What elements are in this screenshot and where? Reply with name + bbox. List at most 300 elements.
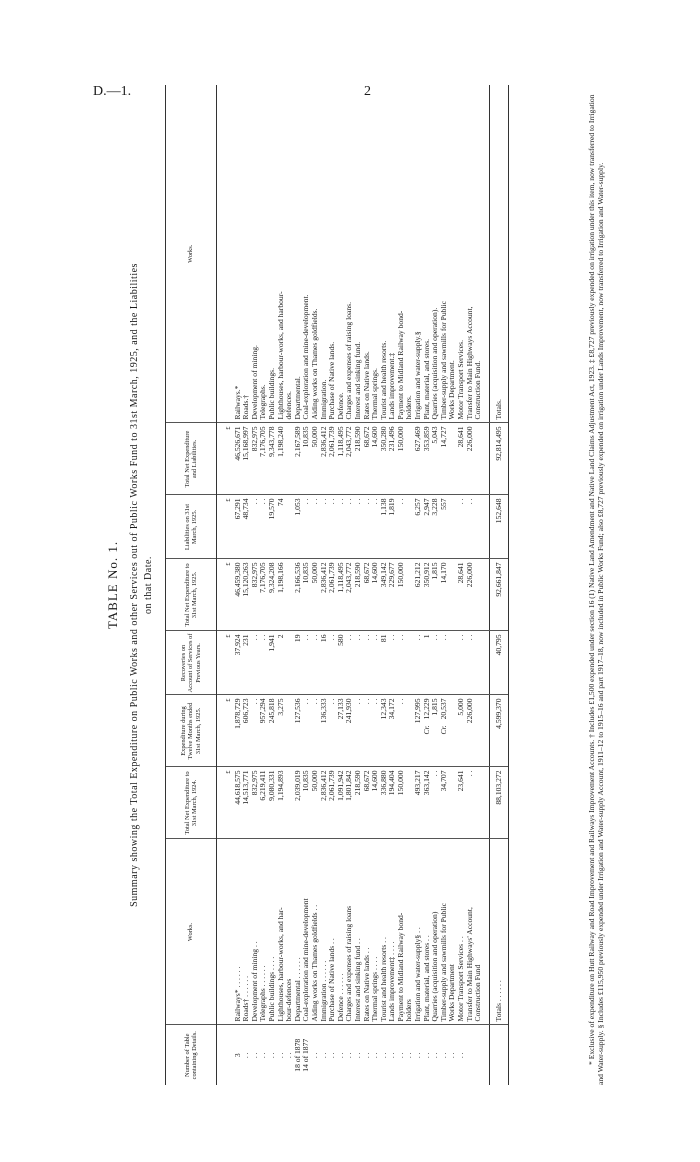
list-item-text: 1,801,842 — [344, 770, 354, 801]
list-item-text: 9,080,331 — [266, 770, 276, 801]
list-item-text: 10,835 — [301, 770, 311, 792]
list-item — [277, 563, 286, 628]
list-item-text: 136,333 — [318, 698, 328, 724]
list-item — [466, 771, 475, 836]
list-item-text: 2,043,772 — [344, 562, 354, 593]
list-item-text: 1 — [421, 634, 431, 639]
list-item-text: . . — [370, 498, 380, 505]
list-item-text — [473, 499, 482, 501]
list-item-text: . . — [275, 1052, 285, 1059]
works-right-cell — [217, 85, 490, 423]
list-item-text: 2,836,412 — [318, 562, 328, 593]
list-item-text: 2,947 — [421, 498, 431, 516]
list-item-text: . . — [335, 498, 345, 505]
list-item-text: 14,170 — [438, 562, 448, 584]
header-table-ref: Number of Table containing Details. — [166, 1025, 217, 1085]
list-item-text: Works Department. — [447, 360, 457, 420]
list-item — [397, 635, 406, 692]
list-item — [397, 699, 406, 764]
list-item-text: 74 — [275, 498, 285, 507]
works-left-cell — [217, 839, 490, 1025]
list-item-text: 226,000 — [464, 698, 474, 724]
list-item-text: 229,677 — [387, 562, 397, 588]
list-item — [474, 499, 483, 556]
list-item — [440, 427, 449, 492]
currency-symbol: £ — [225, 634, 232, 638]
list-item-text: 218,590 — [352, 562, 362, 588]
list-item — [251, 88, 260, 420]
list-item-text: 48,734 — [241, 498, 251, 520]
list-item-text: 7,176,705 — [258, 562, 268, 593]
list-item-text: 2,166,536 — [292, 562, 302, 593]
list-item-text: Construction Fund. — [473, 360, 483, 420]
list-item-text: 81 — [378, 634, 388, 643]
list-item-text: . . — [404, 1052, 414, 1059]
list-item-text: Quarries (acquisition and operation) — [430, 911, 440, 1022]
list-item — [474, 635, 483, 692]
list-item-text: Irrigation and water-supply.§ — [413, 331, 423, 420]
list-item-text — [473, 699, 482, 701]
list-item — [380, 635, 389, 692]
list-item-text: 12,229 — [421, 698, 431, 720]
list-item-text: 957,294 — [258, 698, 268, 724]
table-header-row — [166, 85, 217, 1085]
list-item-text: Charges and expenses of raising loans. — [344, 301, 354, 420]
list-item-text: 1,194,893 — [275, 770, 285, 801]
list-item — [371, 635, 380, 692]
list-item-text: Roads† . . . . . . — [241, 975, 251, 1022]
list-item-text: . . — [413, 1052, 423, 1059]
list-item — [440, 499, 449, 556]
list-item — [277, 88, 286, 420]
list-item-text: Transfer to Main Highways' Account, — [464, 907, 474, 1022]
list-item-text: Public buildings. — [266, 368, 276, 420]
list-item-text: . . — [327, 1052, 337, 1059]
list-item-text: 16 — [318, 634, 328, 643]
list-item-text: 1,819 — [387, 498, 397, 516]
list-item — [354, 635, 363, 692]
list-item-text: . . — [361, 698, 371, 705]
list-item-text: 194,404 — [387, 770, 397, 796]
expenditure-12-months-cell — [217, 695, 490, 767]
totals-1924: 88,103,272 — [489, 767, 509, 839]
list-item-text: . . — [361, 1052, 371, 1059]
totals-expenditure-12-months: 4,599,370 — [489, 695, 509, 767]
list-item-text: 28,641 — [456, 562, 466, 584]
list-item-text — [473, 771, 482, 773]
list-item — [242, 699, 251, 764]
expenditure-table — [165, 85, 509, 1085]
list-item-text: 46,526,671 — [232, 426, 242, 461]
totals-label: Totals . . . . . . — [489, 839, 509, 1025]
list-item-text: 231 — [241, 634, 251, 646]
list-item-text: . . — [258, 498, 268, 505]
list-item-text: . . — [370, 1052, 380, 1059]
list-item — [474, 427, 483, 492]
list-item-text: 127,536 — [292, 698, 302, 724]
list-item-text: . . — [395, 498, 405, 505]
totals-row — [489, 85, 509, 1085]
list-item — [277, 499, 286, 556]
list-item-text: Lighthouses, harbour-works, and har- — [275, 907, 285, 1022]
list-item-text: 14,600 — [370, 770, 380, 792]
list-item — [328, 88, 337, 420]
list-item-text — [473, 563, 482, 565]
list-item-text: 231,496 — [387, 426, 397, 452]
list-item-text: 245,818 — [266, 698, 276, 724]
list-item-text: . . — [284, 1052, 294, 1059]
list-item — [414, 635, 423, 692]
list-item-text: 6,219,411 — [258, 770, 268, 801]
totals-1925: 92,661,847 — [489, 559, 509, 631]
list-item-text: . . — [387, 634, 397, 641]
list-item-text: Lands improvement‡ . . . . — [387, 941, 397, 1022]
list-item-text: . . — [309, 634, 319, 641]
list-item-text: 2,061,739 — [327, 770, 337, 801]
list-item — [474, 843, 483, 1022]
header-recoveries: Recoveries on Account of Services of Previous Years. — [166, 631, 217, 695]
list-item — [466, 699, 475, 764]
list-item-text: 226,000 — [464, 426, 474, 452]
currency-symbol: £ — [225, 770, 232, 774]
list-item-text: 18 of 1878 — [292, 1038, 302, 1072]
table-title: TABLE No. 1. — [105, 540, 120, 630]
list-item-text: 580 — [335, 634, 345, 646]
list-item-text: Payment to Midland Railway bond- — [395, 912, 405, 1022]
header-works-right: Works. — [166, 85, 217, 423]
list-item — [388, 499, 397, 556]
list-item-text: Construction Fund — [473, 964, 483, 1022]
list-item-text: Departmental . . . . . . — [292, 957, 302, 1022]
totals-ref — [489, 1025, 509, 1085]
list-item-text: . . — [438, 634, 448, 641]
list-item-text: 1,878,729 — [232, 698, 242, 729]
list-item-text: 37,924 — [232, 634, 242, 656]
list-item-text: 1,138 — [378, 498, 388, 516]
list-item — [320, 499, 329, 556]
list-item-text: . . — [413, 634, 423, 641]
list-item-text: 28,641 — [456, 426, 466, 448]
list-item-text: . . — [378, 1052, 388, 1059]
list-item-text: 1,118,495 — [335, 426, 345, 457]
list-item — [277, 427, 286, 492]
list-item-text: 336,880 — [378, 770, 388, 796]
list-item-text: 1,091,942 — [335, 770, 345, 801]
list-item-text: 226,000 — [464, 562, 474, 588]
list-item — [363, 635, 372, 692]
list-item-text: Defence . . . . . . — [335, 973, 345, 1022]
list-item-text: . . — [335, 1052, 345, 1059]
list-item-text: Public buildings . . . . — [266, 956, 276, 1022]
table-ref-list — [234, 1029, 466, 1083]
list-item — [474, 699, 483, 764]
list-item-text: 9,324,208 — [266, 562, 276, 593]
list-item-text: . . — [327, 634, 337, 641]
header-total-1924: Total Net Expenditure to 31st March, 1924. — [166, 767, 217, 839]
list-item — [466, 427, 475, 492]
list-item-text: . . — [318, 1052, 328, 1059]
list-item-text: 2 — [275, 634, 285, 639]
list-item-text: . . — [309, 498, 319, 505]
list-item — [294, 699, 303, 764]
list-item — [328, 499, 337, 556]
list-item-text: 2,836,412 — [318, 426, 328, 457]
currency-symbol: £ — [225, 426, 232, 430]
list-item-text: 15,168,997 — [241, 426, 251, 461]
list-item — [440, 563, 449, 628]
list-item-text: 150,000 — [395, 562, 405, 588]
list-item-text: . . — [249, 698, 259, 705]
currency-spacer — [225, 88, 234, 420]
list-item-text: . . — [447, 1052, 457, 1059]
list-item-text: holders — [404, 999, 414, 1022]
list-item-text: . . — [327, 498, 337, 505]
list-item — [345, 499, 354, 556]
list-item-text: 353,859 — [421, 426, 431, 452]
list-item — [440, 771, 449, 836]
list-item-text: . . — [301, 634, 311, 641]
list-item-text: 1,941 — [266, 634, 276, 652]
list-item-text: 1,198,166 — [275, 562, 285, 593]
list-item — [457, 635, 466, 692]
credit-marker: Cr. — [438, 725, 448, 735]
list-item-text: 218,590 — [352, 426, 362, 452]
list-item-text: 10,835 — [301, 426, 311, 448]
list-item — [474, 88, 483, 420]
list-item — [302, 499, 311, 556]
list-item-text: 350,280 — [378, 426, 388, 452]
list-item-text: 150,000 — [395, 426, 405, 452]
list-item-text: Interest and sinking fund . . — [352, 938, 362, 1022]
total-1925-cell — [217, 559, 490, 631]
page-number: 2 — [364, 84, 371, 99]
list-item-text: Thermal springs. — [370, 368, 380, 420]
list-item-text: 50,000 — [309, 426, 319, 448]
list-item-text: Irrigation and water-supply§ . . — [413, 927, 423, 1022]
list-item-text: Defence. — [335, 392, 345, 420]
list-item-text: 10,835 — [301, 562, 311, 584]
list-item-text: Interest and sinking fund. — [352, 341, 362, 420]
list-item — [397, 427, 406, 492]
list-item-text: Works Department — [447, 964, 457, 1022]
list-item-text: 68,672 — [361, 426, 371, 448]
list-item-text: Lighthouses, harbour-works, and harbour- — [275, 291, 285, 420]
table-ref-cell — [217, 1025, 490, 1085]
list-item-text: . . — [301, 698, 311, 705]
works-right-list — [234, 88, 483, 420]
currency-symbol: £ — [225, 562, 232, 566]
list-item-text: Timber-supply and sawmills for Public — [438, 300, 448, 420]
list-item-text: Purchase of Native lands. — [327, 341, 337, 420]
list-item-text: defences. — [284, 391, 294, 420]
list-item-text: Development of mining . . — [249, 941, 259, 1022]
table-body-row — [217, 85, 490, 1085]
list-item — [397, 771, 406, 836]
footnotes: * Exclusive of expenditure on Hutt Railway and Road Improvement and Railways Improvement Accounts. † Includes £1,500 expended under section 16 (1) Native Land Amendment and Native Land Claims Adjustment Act, 1923. ‡ £8,727 previously expended on irrigation under this item, now transferred to Irrigation and Water-supply. § Includes £115,950 previously expended under Irrigation and Water-supply Account, 1911–12 to 1915–16 and part 1917–18, now included in Public Works Fund; also £8,727 previously expended on irrigation under Lands Improvement, now transferred to Irrigation and Water-supply. — [587, 94, 606, 1085]
list-item-text: 150,000 — [395, 770, 405, 796]
list-item — [397, 843, 406, 1022]
list-item-text: Thermal springs . . . . — [370, 956, 380, 1022]
works-left-list — [234, 843, 483, 1022]
list-item-text: Tourist and health resorts. — [378, 340, 388, 420]
liabilities-cell — [217, 495, 490, 559]
list-item — [440, 699, 449, 764]
list-item-text: 363,142 — [421, 770, 431, 796]
list-item-text: Aiding works on Thames goldfields . . — [309, 904, 319, 1022]
list-item — [345, 635, 354, 692]
list-item — [242, 499, 251, 556]
list-item — [234, 88, 243, 420]
list-item-text: 7,176,705 — [258, 426, 268, 457]
list-item — [457, 499, 466, 556]
list-item-text: bour-defences — [284, 978, 294, 1022]
list-item-text: . . — [361, 634, 371, 641]
list-item — [345, 699, 354, 764]
list-item — [311, 88, 320, 420]
list-item — [474, 771, 483, 836]
list-item-text: 46,459,380 — [232, 562, 242, 597]
list-item-text: . . — [430, 1052, 440, 1059]
list-item-text: 3 — [232, 1053, 242, 1058]
page-header-left: D.—1. — [93, 84, 132, 99]
list-item-text: 1,815 — [430, 562, 440, 580]
list-item — [440, 635, 449, 692]
list-item-text: Rates on Native lands . . — [361, 947, 371, 1022]
list-item-text: Charges and expenses of raising loans — [344, 905, 354, 1022]
list-item — [302, 635, 311, 692]
list-item-text: . . — [352, 498, 362, 505]
list-item — [251, 499, 260, 556]
list-item — [466, 563, 475, 628]
list-item-text — [473, 427, 482, 429]
recoveries-cell — [217, 631, 490, 695]
list-item — [466, 499, 475, 556]
list-item-text: . . — [327, 698, 337, 705]
list-item-text: 68,672 — [361, 770, 371, 792]
list-item-text: . . — [430, 770, 440, 777]
total-1924-list — [234, 771, 483, 836]
list-item — [388, 699, 397, 764]
list-item — [285, 635, 294, 692]
list-item-text: Timber-supply and sawmills for Public — [438, 902, 448, 1022]
table-summary-date: on that Date. — [143, 556, 154, 614]
list-item-text: Immigration . . . . . . — [318, 960, 328, 1022]
list-item — [268, 635, 277, 692]
list-item-text: Plant, material, and stores . . — [421, 935, 431, 1022]
list-item — [285, 88, 294, 420]
list-item-text: Transfer to Main Highways Account, — [464, 306, 474, 420]
list-item — [423, 635, 432, 692]
list-item-text: 12,343 — [378, 698, 388, 720]
list-item-text: 14,727 — [438, 426, 448, 448]
list-item-text: 3,228 — [430, 498, 440, 516]
list-item-text: . . — [370, 698, 380, 705]
list-item-text: . . — [301, 498, 311, 505]
list-item — [397, 563, 406, 628]
currency-symbol: £ — [225, 698, 232, 702]
header-works: Works. — [166, 839, 217, 1025]
header-total-expenditure-liabilities: Total Net Expenditure and Liabilities. — [166, 423, 217, 495]
list-item-text: 23,641 — [456, 770, 466, 792]
list-item-text: . . — [387, 1052, 397, 1059]
list-item-text: 2,061,739 — [327, 562, 337, 593]
credit-marker: Cr. — [421, 725, 431, 735]
list-item-text: 14 of 1877 — [301, 1038, 311, 1072]
list-item — [457, 1029, 466, 1083]
list-item — [242, 635, 251, 692]
list-item-text: holders. — [404, 395, 414, 420]
list-item-text: Development of mining. — [249, 345, 259, 420]
list-item-text: 127,995 — [413, 698, 423, 724]
list-item — [251, 635, 260, 692]
list-item — [466, 635, 475, 692]
list-item-text: . . — [370, 634, 380, 641]
header-liabilities: Liabilities on 31st March, 1925. — [166, 495, 217, 559]
list-item — [320, 699, 329, 764]
list-item-text: 50,000 — [309, 562, 319, 584]
list-item-text: 2,039,019 — [292, 770, 302, 801]
list-item-text: . . — [361, 498, 371, 505]
list-item-text: Immigration. — [318, 379, 328, 420]
list-item-text: 15,120,263 — [241, 562, 251, 597]
list-item-text: 14,600 — [370, 562, 380, 584]
list-item-text: 832,975 — [249, 562, 259, 588]
list-item-text: 241,930 — [344, 698, 354, 724]
currency-symbol: £ — [225, 498, 232, 502]
list-item-text: Quarries (acquisition and operation). — [430, 307, 440, 420]
list-item-text: . . — [344, 498, 354, 505]
list-item-text: . . — [344, 634, 354, 641]
list-item — [405, 635, 414, 692]
list-item-text: Telegraphs. — [258, 384, 268, 420]
list-item-text: . . — [456, 498, 466, 505]
list-item — [431, 635, 440, 692]
list-item-text: . . — [430, 634, 440, 641]
list-item-text: . . — [241, 1052, 251, 1059]
list-item — [363, 699, 372, 764]
totals-recoveries: 40,795 — [489, 631, 509, 695]
list-item-text: 1,815 — [430, 698, 440, 716]
rotated-table-sheet — [105, 85, 665, 1085]
list-item-text: 5,000 — [456, 698, 466, 716]
list-item-text: 34,707 — [438, 770, 448, 792]
list-item-text: Plant, material, and stores. — [421, 338, 431, 420]
list-item-text: 2,167,589 — [292, 426, 302, 457]
list-item-text: . . — [249, 634, 259, 641]
expenditure-12-months-list — [234, 699, 483, 764]
list-item — [277, 771, 286, 836]
list-item — [302, 699, 311, 764]
list-item — [294, 499, 303, 556]
list-item-text: . . — [309, 698, 319, 705]
total-expenditure-liabilities-list — [234, 427, 483, 492]
total-1925-list — [234, 563, 483, 628]
total-1924-cell — [217, 767, 490, 839]
list-item-text: . . — [395, 634, 405, 641]
recoveries-list — [234, 635, 483, 692]
list-item-text: 627,469 — [413, 426, 423, 452]
list-item-text: . . — [352, 634, 362, 641]
list-item — [277, 699, 286, 764]
list-item-text: 2,836,412 — [318, 770, 328, 801]
list-item-text: Payment to Midland Railway bond- — [395, 310, 405, 420]
list-item-text: . . — [456, 1052, 466, 1059]
list-item-text: Purchase of Native lands . . — [327, 938, 337, 1022]
list-item-text: 1,118,495 — [335, 562, 345, 593]
list-item — [457, 771, 466, 836]
list-item — [448, 635, 457, 692]
list-item-text: 68,672 — [361, 562, 371, 584]
